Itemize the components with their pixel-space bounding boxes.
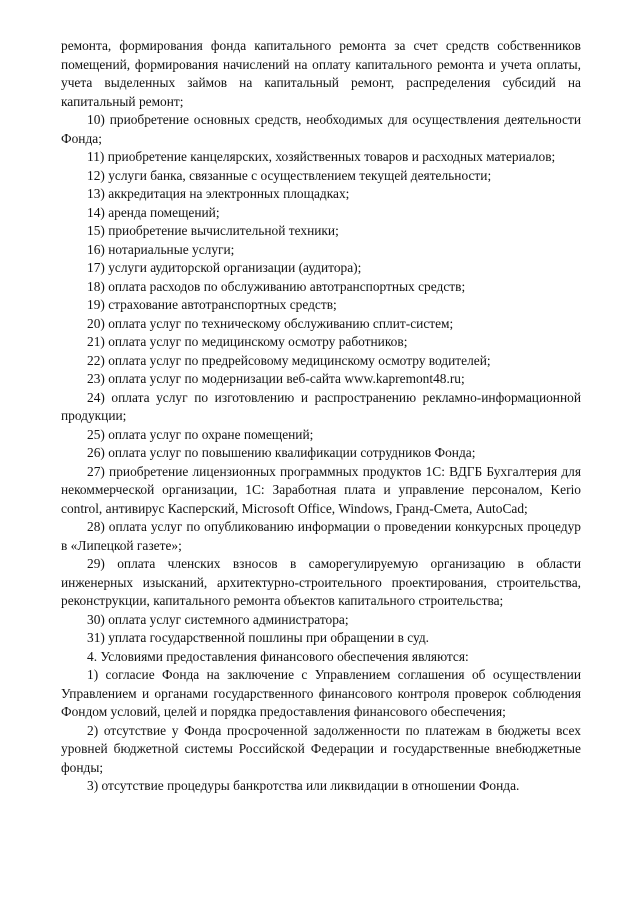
list-item-15: 15) приобретение вычислительной техники; xyxy=(87,223,339,238)
condition-item-1: 1) согласие Фонда на заключение с Управлением соглашения об осуществлении Управлением и органами государственного финансового контроля проверок соблюдения Фондом условий, целей и порядка предоставления финансового обеспечения; xyxy=(61,667,581,719)
list-item-27: 27) приобретение лицензионных программных продуктов 1С: ВДГБ Бухгалтерия для некоммерческой организации, 1С: Заработная плата и управление персоналом, Kerio control, антивирус Касперский, Microsoft Office, Windows, Гранд-Смета, AutoCad; xyxy=(61,463,581,516)
list-item-13: 13) аккредитация на электронных площадках; xyxy=(87,186,350,201)
list-item-14: 14) аренда помещений; xyxy=(87,204,220,220)
list-item-28: 28) оплата услуг по опубликованию информации о проведении конкурсных процедур в «Липецкой газете»; xyxy=(61,519,581,553)
document-body xyxy=(61,37,581,796)
paragraph-continuation: ремонта, формирования фонда капитального ремонта за счет средств собственников помещений, формирования начислений на оплату капитального ремонта и учета оплаты, учета выделенных займов на капитальный ремонт, распределения субсидий на капитальный ремонт; xyxy=(61,38,581,109)
list-item-17: 17) услуги аудиторской организации (аудитора); xyxy=(87,260,362,275)
list-item-30: 30) оплата услуг системного администратора; xyxy=(87,611,349,627)
list-item-24: 24) оплата услуг по изготовлению и распространению рекламно-информационной продукции; xyxy=(61,389,581,423)
list-item-12: 12) услуги банка, связанные с осуществлением текущей деятельности; xyxy=(87,167,492,183)
list-item-20: 20) оплата услуг по техническому обслуживанию сплит-систем; xyxy=(87,315,454,331)
list-item-22: 22) оплата услуг по предрейсовому медицинскому осмотру водителей; xyxy=(87,352,491,368)
condition-item-3: 3) отсутствие процедуры банкротства или ликвидации в отношении Фонда. xyxy=(87,778,520,793)
list-item-16: 16) нотариальные услуги; xyxy=(87,241,235,257)
list-item-18: 18) оплата расходов по обслуживанию автотранспортных средств; xyxy=(87,278,466,294)
list-item-23: 23) оплата услуг по модернизации веб-сайта www.kapremont48.ru; xyxy=(87,371,465,386)
list-item-26: 26) оплата услуг по повышению квалификации сотрудников Фонда; xyxy=(87,445,476,460)
section-4-heading: 4. Условиями предоставления финансового обеспечения являются: xyxy=(87,648,469,664)
list-item-10: 10) приобретение основных средств, необходимых для осуществления деятельности Фонда; xyxy=(61,112,581,146)
list-item-21: 21) оплата услуг по медицинскому осмотру работников; xyxy=(87,334,408,349)
list-item-11: 11) приобретение канцелярских, хозяйственных товаров и расходных материалов; xyxy=(87,149,556,164)
list-item-29: 29) оплата членских взносов в саморегулируемую организацию в области инженерных изысканий, архитектурно-строительного проектирования, строительства, реконструкции, капитального ремонта объектов капитального строительства; xyxy=(61,556,581,608)
list-item-25: 25) оплата услуг по охране помещений; xyxy=(87,426,314,442)
list-item-19: 19) страхование автотранспортных средств; xyxy=(87,297,337,312)
condition-item-2: 2) отсутствие у Фонда просроченной задолженности по платежам в бюджеты всех уровней бюджетной системы Российской Федерации и государственные внебюджетные фонды; xyxy=(61,722,581,775)
list-item-31: 31) уплата государственной пошлины при обращении в суд. xyxy=(87,630,430,645)
